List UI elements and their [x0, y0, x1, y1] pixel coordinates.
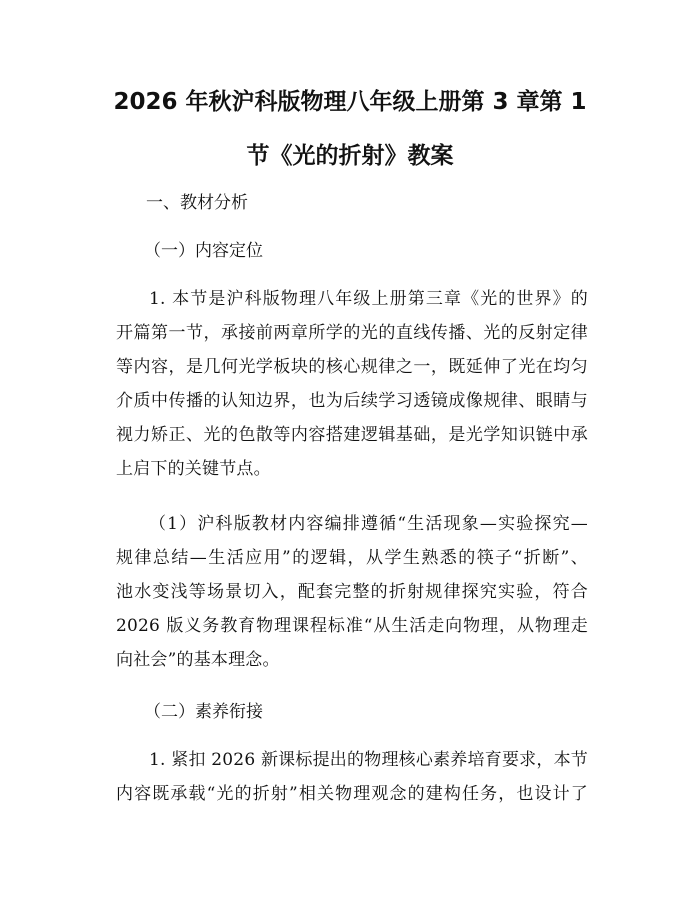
paragraph-line: 上启下的关键节点。 [116, 459, 271, 479]
subsection-heading-literacy-connection: （二）素养衔接 [144, 702, 263, 722]
paragraph-line: 1. 紧扣 2026 新课标提出的物理核心素养培育要求，本节 [149, 750, 588, 770]
paragraph-line: （1）沪科版教材内容编排遵循“生活现象—实验探究— [149, 514, 588, 534]
paragraph-line: 介质中传播的认知边界，也为后续学习透镜成像规律、眼睛与 [116, 391, 588, 411]
paragraph-line: 开篇第一节，承接前两章所学的光的直线传播、光的反射定律 [116, 323, 588, 343]
paragraph-line: 等内容，是几何光学板块的核心规律之一，既延伸了光在均匀 [116, 357, 588, 377]
paragraph-line: 向社会”的基本理念。 [116, 650, 280, 670]
paragraph-line: 2026 版义务教育物理课程标准“从生活走向物理，从物理走 [116, 616, 588, 636]
paragraph-line: 规律总结—生活应用”的逻辑，从学生熟悉的筷子“折断”、 [116, 548, 588, 568]
document-title-line-1: 2026 年秋沪科版物理八年级上册第 3 章第 1 [113, 89, 587, 115]
paragraph-line: 池水变浅等场景切入，配套完整的折射规律探究实验，符合 [116, 582, 588, 602]
paragraph-line: 内容既承载“光的折射”相关物理观念的建构任务，也设计了 [116, 784, 588, 804]
document-title-line-2: 节《光的折射》教案 [246, 143, 454, 169]
paragraph-line: 1. 本节是沪科版物理八年级上册第三章《光的世界》的 [149, 289, 588, 309]
paragraph-line: 视力矫正、光的色散等内容搭建逻辑基础，是光学知识链中承 [116, 425, 588, 445]
section-heading-textbook-analysis: 一、教材分析 [146, 193, 248, 213]
subsection-heading-content-positioning: （一）内容定位 [144, 241, 263, 261]
